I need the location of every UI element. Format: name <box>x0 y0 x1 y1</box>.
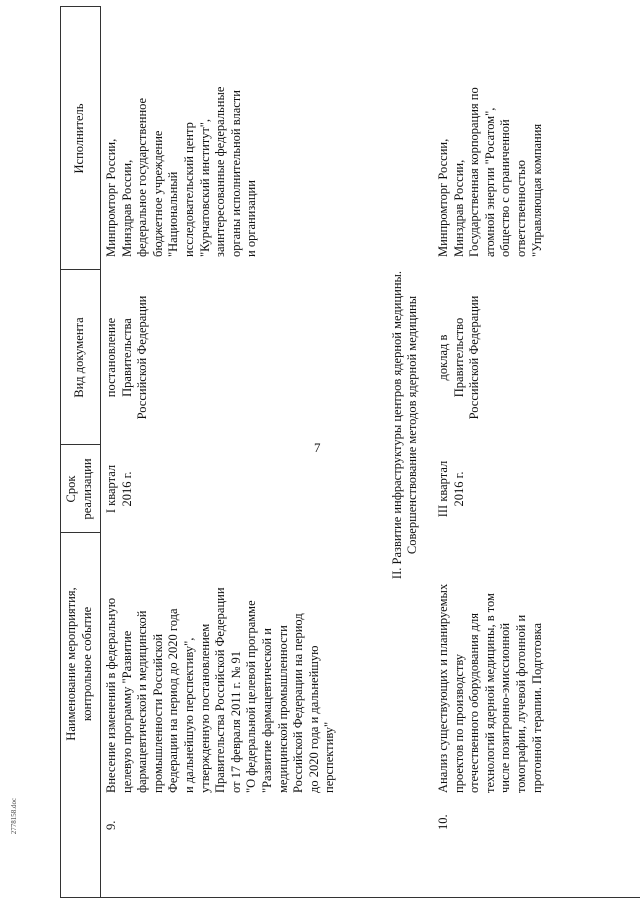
section-subtitle: Совершенствование методов ядерной медицины <box>405 295 419 555</box>
row-9-name: Внесение изменений в федеральную целевую программу "Развитие фармацевтической и медицинской промышленности Российской Федерации на период до 2020 года и дальнейшую перспективу", утвержденную постановлением Правительства Российской Федерации от 17 февраля 2011 г. № 91 "О федеральной целевой программе "Развитие фармацевтической и медицинской промышленности Российской Федерации на период до 2020 года и дальнейшую перспективу" <box>104 587 337 793</box>
table-left-border <box>60 897 640 898</box>
row-9-doc: постановление Правительства Российской Федерации <box>104 295 150 420</box>
row-10-executor: Минпромторг России, Минздрав России, Государственная корпорация по атомной энергии "Росатом", общество с ограниченной ответственностью "Управляющая компания <box>436 87 544 257</box>
header-bottom-border <box>100 6 101 898</box>
header-exec: Исполнитель <box>72 103 86 174</box>
header-term: Срок реализации <box>64 458 94 520</box>
header-name: Наименование мероприятия, контрольное событие <box>64 587 94 741</box>
row-10-term: III квартал 2016 г. <box>436 460 466 518</box>
row-9-executor: Минпромторг России, Минздрав России, федеральное государственное бюджетное учреждение "Национальный исследовательский центр "Курчатовский институт", заинтересованные федеральные органы исполнительной власти и организации <box>104 86 259 257</box>
row-9-term: I квартал 2016 г. <box>104 464 134 514</box>
table-top-border <box>60 6 61 898</box>
row-10-name: Анализ существующих и планируемых проектов по производству отечественного оборудования для технологий ядерной медицины, в том числе позитронно-эмиссионной томографии, лучевой фотонной и протонной терапии. Подготовка <box>436 583 544 793</box>
page-number: 7 <box>314 440 321 455</box>
header-doc: Вид документа <box>72 317 86 398</box>
row-9-number: 9. <box>104 820 118 830</box>
section-title: II. Развитие инфраструктуры центров ядерной медицины. <box>390 270 404 580</box>
row-10-number: 10. <box>436 814 450 830</box>
footer-filename: 2778158.doc <box>10 797 18 835</box>
row-10-doc: доклад в Правительство Российской Федерации <box>436 295 482 420</box>
